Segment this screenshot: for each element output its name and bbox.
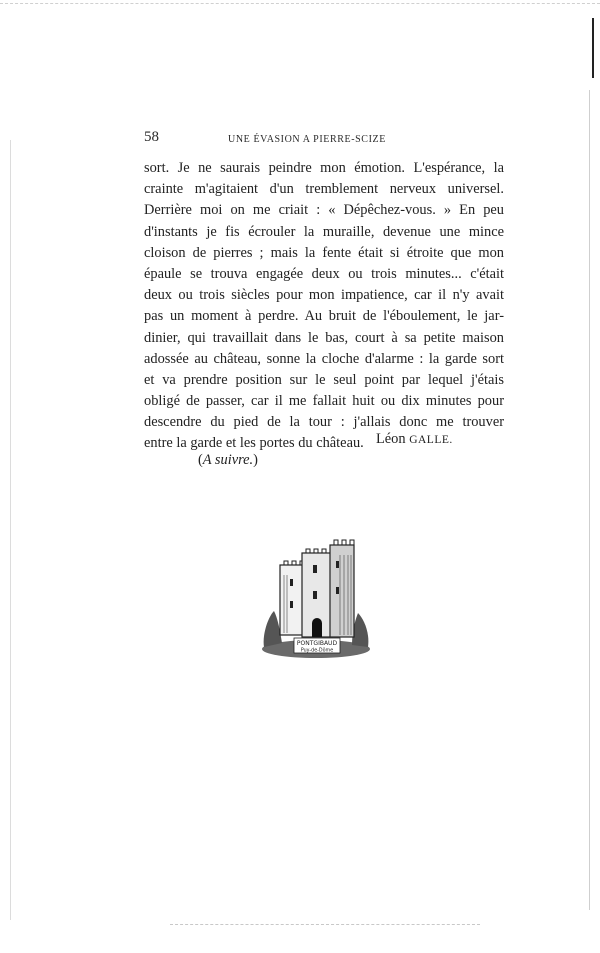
- author-signature: [376, 431, 453, 448]
- paren-open: (: [198, 452, 203, 468]
- vignette-door: [312, 618, 322, 637]
- vignette-right-tower: [330, 545, 354, 637]
- body-line: entre la garde et les portes du château.: [144, 435, 364, 452]
- paren-close: ): [253, 452, 258, 468]
- body-line: pas un moment à perdre. Au bruit de l'éboulement, le jar-: [144, 308, 504, 325]
- running-header: [144, 129, 504, 149]
- body-line: deux ou trois siècles pour mon impatience, car il n'y avait: [144, 287, 504, 304]
- castle-vignette-image: [260, 535, 372, 660]
- vignette-tree-left: [264, 611, 282, 647]
- body-line: cloison de pierres ; mais la fente était si étroite que mon: [144, 244, 504, 261]
- body-line: obligé de passer, car il me fallait huit ou dix minutes pour: [144, 393, 504, 410]
- body-line: descendre du pied de la tour : j'allais donc me trouver: [144, 414, 504, 431]
- body-line: sort. Je ne saurais peindre mon émotion. L'espérance, la: [144, 160, 504, 176]
- body-line: adossée au château, sonne la cloche d'alarme : la garde sort: [144, 350, 504, 367]
- vignette-right-battlement: [330, 540, 354, 545]
- body-line: dinier, qui travaillait dans le bas, court à sa petite maison: [144, 329, 504, 346]
- right-margin-line: [589, 90, 590, 910]
- page-number: 58: [144, 129, 159, 145]
- to-be-continued: [198, 452, 258, 469]
- running-title: UNE ÉVASION A PIERRE-SCIZE: [228, 134, 386, 145]
- vignette-label-region: Puy-de-Dôme: [300, 648, 334, 654]
- author-first-name: Léon: [376, 431, 406, 447]
- body-line: et va prendre position sur le seul point par lequel j'étais: [144, 371, 504, 388]
- bottom-edge-mark: [170, 924, 480, 925]
- body-line: crainte m'agitaient d'un tremblement nerveux universel.: [144, 181, 504, 198]
- body-paragraph: [144, 158, 504, 455]
- body-line: épaule se trouva engagée deux ou trois minutes... c'était: [144, 265, 504, 282]
- body-line: d'instants je fis écrouler la muraille, devenue une mince: [144, 223, 504, 240]
- right-edge-mark: [592, 18, 594, 78]
- to-be-continued-text: A suivre.: [202, 452, 254, 468]
- body-line: Derrière moi on me criait : « Dépêchez-vous. » En peu: [144, 202, 504, 219]
- author-last-name: GALLE.: [409, 434, 453, 446]
- left-margin-line: [10, 140, 11, 920]
- top-edge-mark: [0, 3, 600, 4]
- vignette-label-place: PONTGIBAUD: [296, 640, 338, 647]
